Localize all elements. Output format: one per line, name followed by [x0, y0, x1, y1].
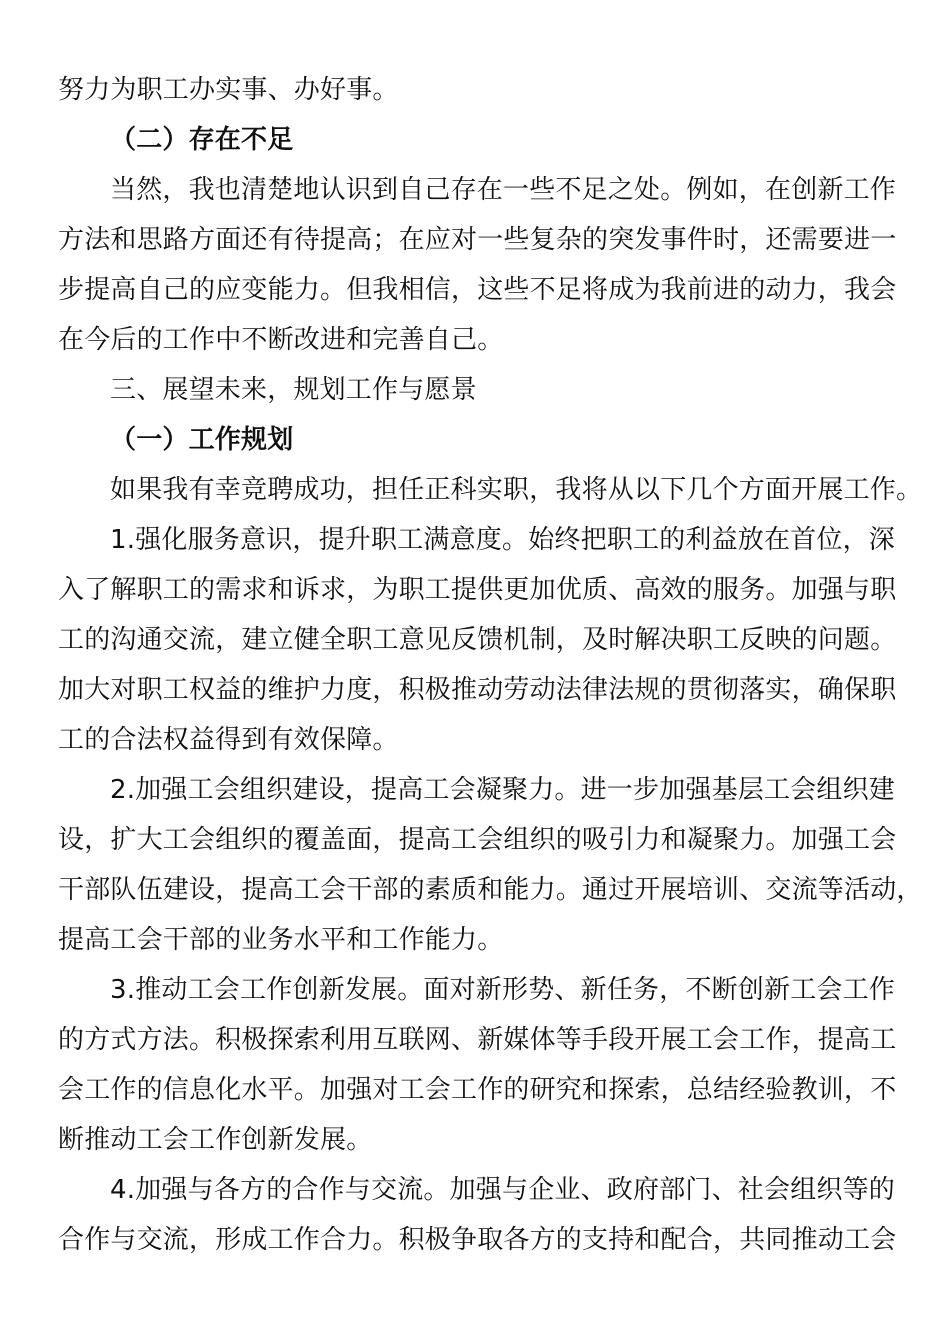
paragraph-line: 断推动工会工作创新发展。 [58, 1125, 373, 1155]
paragraph-line: 当然，我也清楚地认识到自己存在一些不足之处。例如，在创新工作 [110, 175, 897, 205]
paragraph-line: 1.强化服务意识，提升职工满意度。始终把职工的利益放在首位，深 [110, 525, 896, 555]
paragraph-line: 2.加强工会组织建设，提高工会凝聚力。进一步加强基层工会组织建 [110, 775, 896, 805]
paragraph-line: 步提高自己的应变能力。但我相信，这些不足将成为我前进的动力，我会 [58, 275, 897, 305]
paragraph-line: 3.推动工会工作创新发展。面对新形势、新任务，不断创新工会工作 [110, 975, 896, 1005]
section-heading-work-plan: （一）工作规划 [110, 425, 294, 455]
paragraph-line: 在今后的工作中不断改进和完善自己。 [58, 325, 504, 355]
paragraph-line: 干部队伍建设，提高工会干部的素质和能力。通过开展培训、交流等活动， [58, 875, 923, 905]
paragraph-line: 如果我有幸竞聘成功，担任正科实职，我将从以下几个方面开展工作。 [110, 475, 923, 505]
paragraph-line: 合作与交流，形成工作合力。积极争取各方的支持和配合，共同推动工会 [58, 1225, 897, 1255]
paragraph-line: 会工作的信息化水平。加强对工会工作的研究和探索，总结经验教训，不 [58, 1075, 897, 1105]
paragraph-line: 的方式方法。积极探索利用互联网、新媒体等手段开展工会工作，提高工 [58, 1025, 897, 1055]
paragraph-line: 努力为职工办实事、办好事。 [58, 75, 399, 105]
paragraph-line: 提高工会干部的业务水平和工作能力。 [58, 925, 504, 955]
paragraph-line: 方法和思路方面还有待提高；在应对一些复杂的突发事件时，还需要进一 [58, 225, 897, 255]
paragraph-line: 入了解职工的需求和诉求，为职工提供更加优质、高效的服务。加强与职 [58, 575, 897, 605]
section-heading-outlook: 三、展望未来，规划工作与愿景 [110, 375, 477, 405]
paragraph-line: 工的沟通交流，建立健全职工意见反馈机制，及时解决职工反映的问题。 [58, 625, 897, 655]
paragraph-line: 设，扩大工会组织的覆盖面，提高工会组织的吸引力和凝聚力。加强工会 [58, 825, 897, 855]
paragraph-line: 4.加强与各方的合作与交流。加强与企业、政府部门、社会组织等的 [110, 1175, 896, 1205]
section-heading-shortcomings: （二）存在不足 [110, 125, 294, 155]
paragraph-line: 加大对职工权益的维护力度，积极推动劳动法律法规的贯彻落实，确保职 [58, 675, 897, 705]
paragraph-line: 工的合法权益得到有效保障。 [58, 725, 399, 755]
